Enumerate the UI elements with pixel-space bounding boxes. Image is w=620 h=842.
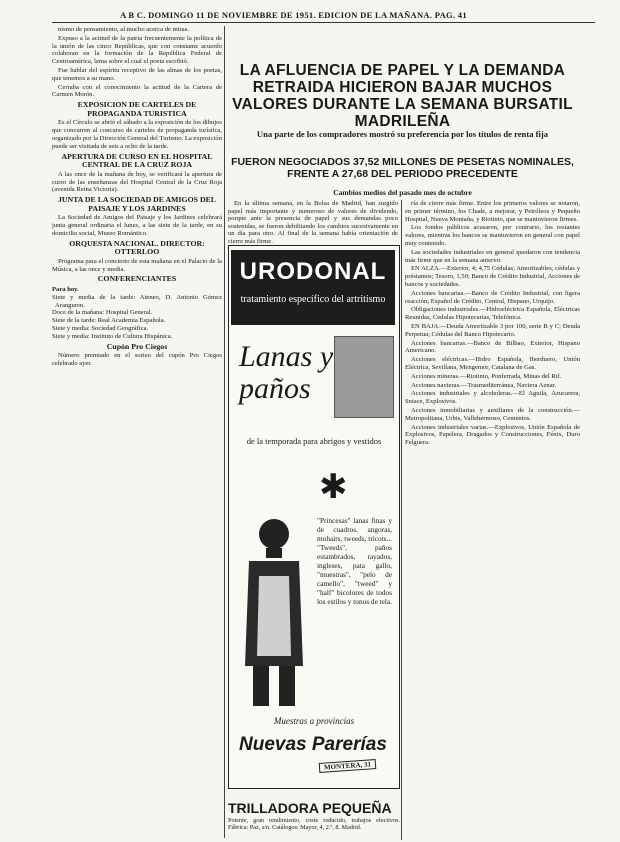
left-column <box>52 26 222 838</box>
conference-item: Siete y media de la tarde: Ateneo, D. Antonio Gómez Aranguren. <box>52 293 222 309</box>
article-paragraph: EN ALZA.—Exterior, 4; 4,75 Cédulas; Amortizables, cédulas y préstamos; Tesoro, 1,50; Banco de Crédito Industrial, Acciones de bancos y sociedades. <box>405 265 580 288</box>
article-intro <box>228 200 398 246</box>
left-paragraph: nismo de pensamiento, al mucho acerca de miras. <box>58 26 189 33</box>
section-text: A las once de la mañana de hoy, se verificará la apertura de curso de las enseñanzas del Hospital Central de la Cruz Roja (avenida Reina Victoria). <box>52 170 222 194</box>
column-divider <box>224 26 225 838</box>
shop-address: MONTERA, 31 <box>319 759 377 773</box>
article-body <box>405 200 580 840</box>
headline-deck: Una parte de los compradores mostró su preferencia por los títulos de renta fija <box>256 129 549 139</box>
article-paragraph: Acciones industriales varias.—Explosivos, Unión Española de Explosivos, Papelera, Dragados y Construcciones, Fénix, Duro Felguera. <box>405 423 580 447</box>
article-paragraph: Los fondos públicos acusaron, por contrario, los restantes valores, mientras los bancos se mantuvieron en general con papel muy contenido. <box>405 224 580 247</box>
urodonal-brand: URODONAL <box>239 258 387 285</box>
cupon-text: Número premiado en el sorteo del cupón Pro Ciegos celebrado ayer. <box>52 352 222 368</box>
article-paragraph: Acciones bancarias.—Banco de Bilbao, Exterior, Hispano Americano. <box>405 339 580 355</box>
ad-body-text: "Princesas" lanas finas y de cuadros, angoras, mohairs, tweeds, tricots... "Tweeds", paños estambrados, rayados, ingleses, pata gallo, "muestras", "pelo de camello", "tweed" y "half" bicolores de todos los estilos y tonos de tela. <box>317 516 392 606</box>
article-intro-text: En la última semana, en la Bolsa de Madrid, han surgido papel más importante y numeroso de valores de dividendo, porque ante la presencia de papel y sus demandas poco sostenidas, se fueron debilitando los cambios sucesivamente en un día para otro. Al final de la semana había orientación de cierre más firme. <box>228 200 398 245</box>
section-text: La Sociedad de Amigos del Paisaje y los Jardines celebrará junta general ordinaria el lunes, a las siete de la tarde, en su domicilio social, Museo Romántico. <box>52 214 222 237</box>
conference-item: Siete y media: Sociedad Geográfica. <box>52 325 149 333</box>
column-divider <box>401 200 402 840</box>
conference-item: Siete de la tarde: Real Academia Española. <box>52 317 166 325</box>
woman-figure-illustration <box>239 506 309 711</box>
article-paragraph: Acciones eléctricas.—Hidro Española, Iberduero, Unión Eléctrica, Sevillana, Mengemor, Catalana de Gas. <box>405 356 580 371</box>
fabric-swatch-image <box>334 336 394 418</box>
conference-item: Siete y media: Instituto de Cultura Hispánica. <box>52 332 173 340</box>
left-paragraph: Fue hablar del espíritu receptivo de las almas de los poetas, que tenemos a su mano. <box>52 66 222 82</box>
advertisement <box>228 245 400 789</box>
headline-subdeck: Cambios medios del pasado mes de octubre <box>333 188 472 197</box>
article-paragraph: Acciones inmobiliarias y auxiliares de la construcción.—Metropolitana, Urbis, Vallehermoso, Cementos. <box>405 406 580 422</box>
ad-season-text: de la temporada para abrigos y vestidos <box>246 436 382 446</box>
article-paragraph: Acciones bancarias.—Banco de Crédito Industrial, con ligera reacción; Español de Crédito, Central, Hispano, Urquijo. <box>405 289 580 305</box>
article-paragraph: Obligaciones industriales.—Hidroeléctrica Española, Eléctricas Reunidas, Cedulas Hipotecarias, Telefónica. <box>405 306 580 322</box>
ad-headline: Lanas y paños <box>239 340 334 405</box>
article-paragraph: Acciones mineras.—Riotinto, Ponferrada, Minas del Rif. <box>411 372 562 380</box>
shop-name: Nuevas Parerías <box>239 734 387 755</box>
urodonal-ad <box>231 250 395 325</box>
cupon-title: Cupón Pro Ciegos <box>106 341 168 351</box>
article-paragraph: Las sociedades industriales en general quedaron con tendencia más firme que en la semana anterior. <box>405 248 580 264</box>
section-title: EXPOSICION DE CARTELES DE PROPAGANDA TURISTICA <box>77 100 197 118</box>
header-rule <box>52 22 595 23</box>
section-title: ORQUESTA NACIONAL. DIRECTOR: OTTERLOO <box>69 238 205 257</box>
conferences-subtitle: Para hoy. <box>52 286 79 294</box>
left-paragraph: Cerraba con el conocimiento la actitud de la Cartera de Carmen Morón. <box>52 83 222 99</box>
classified-text: Potente, gran rendimiento, coste reducido, trabajos efectivos. Fábrica: Paz, s/n. Catálogos: Mayor, 4, 2.º, 8. Madrid. <box>228 817 400 831</box>
left-paragraph: Expuso a la actitud de la patria frecuentemente la política de la unión de las cinco Repúblicas, que con constante acuerdo colaboran en la formación de la República Federal de Centroamérica, lema sobre el cual el poeta escribió. <box>52 34 222 66</box>
article-paragraph: EN BAJA.—Deuda Amortizable 3 por 100, serie B y C; Deuda Perpetua; Cédulas del Banco Hipotecario. <box>405 322 580 338</box>
classified-title: TRILLADORA PEQUEÑA <box>228 800 392 816</box>
main-headline: LA AFLUENCIA DE PAPEL Y LA DEMANDA RETRAIDA HICIERON BAJAR MUCHOS VALORES DURANTE LA SEMANA BURSATIL MADRILEÑA <box>232 62 573 130</box>
article-paragraph: ría de cierre más firme. Entre los primeros valores se notaron, en primer término, los Chade, a mejorar, y Petróleos y Pequeño Hospital, Nueva Montaña, y Riotinto, que se mantuvieron firmes. <box>405 200 580 223</box>
conference-item: Doce de la mañana: Hospital General. <box>52 309 153 317</box>
article-paragraph: Acciones navieras.—Trasmediterránea, Naviera Aznar. <box>411 381 557 389</box>
article-paragraph: Acciones industriales y alcoholeras.—El Aguila, Azucarera, Sniace, Explosivos. <box>405 390 580 406</box>
section-title: CONFERENCIANTES <box>97 274 177 284</box>
section-text: Programa para el concierto de esta mañana en el Palacio de la Música, a las once y media. <box>52 257 222 273</box>
urodonal-subtitle: tratamiento específico del artritismo <box>240 294 386 305</box>
page-header: A B C. DOMINGO 11 DE NOVIEMBRE DE 1951. EDICION DE LA MAÑANA. PAG. 41 <box>120 10 467 20</box>
section-title: APERTURA DE CURSO EN EL HOSPITAL CENTRAL DE LA CRUZ ROJA <box>61 151 213 170</box>
star-ornament-icon: ✱ <box>319 469 348 506</box>
section-title: JUNTA DE LA SOCIEDAD DE AMIGOS DEL PAISAJE Y LOS JARDINES <box>58 195 216 213</box>
headline-deck-bold: FUERON NEGOCIADOS 37,52 MILLONES DE PESETAS NOMINALES, FRENTE A 27,68 DEL PERIODO PRECEDENTE <box>231 156 574 180</box>
section-text: Es el Círculo se abrió el sábado a la exposición de los dibujos que concurren al concurso de carteles de propaganda turística, organizado por la Dirección General del Turismo. La exposición puede ser visitada de seis a ocho de la tarde. <box>52 119 222 150</box>
ad-samples-text: Muestras a provincias <box>273 716 355 726</box>
